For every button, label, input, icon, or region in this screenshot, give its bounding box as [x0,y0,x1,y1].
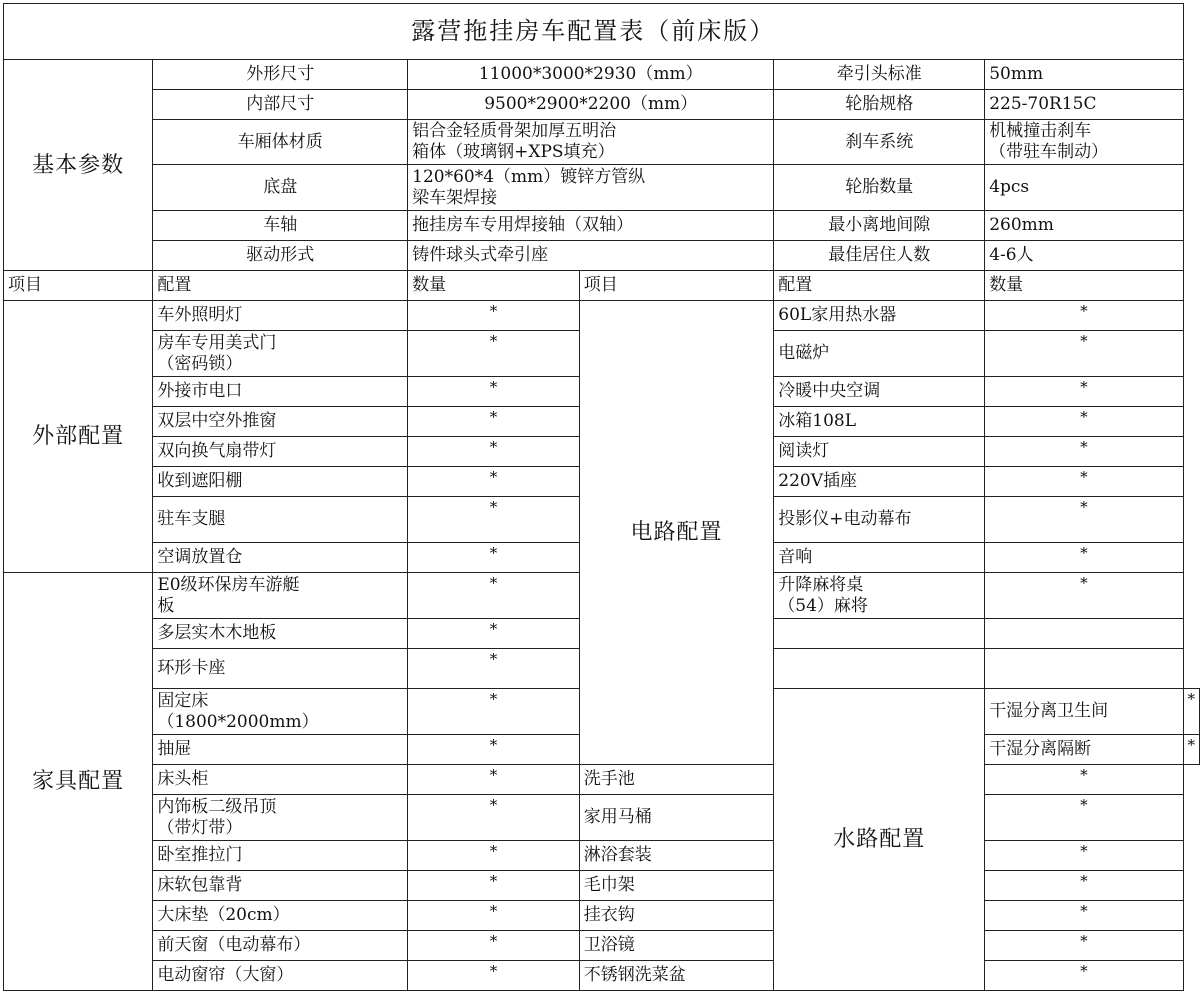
config-item: 大床垫（20cm） [153,901,408,931]
qty-mark: * [408,407,580,437]
param-label: 内部尺寸 [153,90,408,120]
config-item-line: （1800*2000mm） [157,711,319,732]
param-value: 11000*3000*2930（mm） [408,60,774,90]
config-item: 抽屉 [153,735,408,765]
qty-mark: * [1183,735,1200,765]
config-item: 阅读灯 [774,437,985,467]
qty-mark: * [985,901,1183,931]
config-item [153,573,408,619]
param-value: 拖挂房车专用焊接轴（双轴） [408,211,774,241]
param-value-line: 120*60*4（mm）镀锌方管纵 [412,166,646,187]
qty-mark: * [985,301,1183,331]
empty-cell [985,649,1183,689]
param-value: 50mm [985,60,1183,90]
qty-mark: * [985,765,1183,795]
param-value: 9500*2900*2200（mm） [408,90,774,120]
config-item: 投影仪+电动幕布 [774,497,985,543]
config-item: 前天窗（电动幕布） [153,931,408,961]
config-item: 干湿分离隔断 [985,735,1183,765]
config-item: 音响 [774,543,985,573]
param-label: 最小离地间隙 [774,211,985,241]
param-value-line: （带驻车制动） [989,142,1109,162]
qty-mark: * [408,961,580,991]
param-label: 底盘 [153,165,408,211]
config-item-line: E0级环保房车游艇 [157,574,300,595]
empty-cell [774,649,985,689]
param-label: 轮胎数量 [774,165,985,211]
config-item: 床软包靠背 [153,871,408,901]
param-value-line: 梁车架焊接 [412,187,498,208]
header-qty: 数量 [408,271,580,301]
config-item [153,331,408,377]
qty-mark: * [408,689,580,735]
header-config: 配置 [153,271,408,301]
param-value [408,165,774,211]
empty-cell [985,619,1183,649]
config-item: 多层实木木地板 [153,619,408,649]
config-item-line: （带灯带） [157,817,243,838]
config-item: 挂衣钩 [579,901,774,931]
qty-mark: * [1183,689,1200,735]
qty-mark: * [408,543,580,573]
config-item: 60L家用热水器 [774,301,985,331]
qty-mark: * [985,871,1183,901]
qty-mark: * [985,407,1183,437]
qty-mark: * [408,467,580,497]
section-basic-params: 基本参数 [4,60,153,271]
qty-mark: * [408,841,580,871]
config-item: 洗手池 [579,765,774,795]
qty-mark: * [408,377,580,407]
param-label: 驱动形式 [153,241,408,271]
qty-mark: * [408,497,580,543]
param-value-line: 机械撞击刹车 [989,121,1092,141]
qty-mark: * [985,467,1183,497]
config-item-line: （密码锁） [157,353,243,374]
qty-mark: * [985,841,1183,871]
config-item: 卫浴镜 [579,931,774,961]
config-item: 家用马桶 [579,795,774,841]
config-item: 外接市电口 [153,377,408,407]
config-item [153,795,408,841]
qty-mark: * [985,795,1183,841]
header-qty: 数量 [985,271,1183,301]
qty-mark: * [408,901,580,931]
qty-mark: * [985,377,1183,407]
qty-mark: * [985,573,1183,619]
header-config: 配置 [774,271,985,301]
config-item: 电磁炉 [774,331,985,377]
config-table [3,3,1200,991]
config-item: 淋浴套装 [579,841,774,871]
param-value: 铸件球头式牵引座 [408,241,774,271]
qty-mark: * [408,301,580,331]
header-item: 项目 [579,271,774,301]
param-value-line: 箱体（玻璃钢+XPS填充） [412,142,615,162]
config-item: 环形卡座 [153,649,408,689]
qty-mark: * [408,573,580,619]
qty-mark: * [408,765,580,795]
section-electric: 电路配置 [579,301,774,765]
qty-mark: * [408,437,580,467]
qty-mark: * [985,931,1183,961]
qty-mark: * [408,871,580,901]
config-item-line: （54）麻将 [778,595,868,616]
section-exterior: 外部配置 [4,301,153,573]
qty-mark: * [985,331,1183,377]
param-value: 260mm [985,211,1183,241]
param-value: 4pcs [985,165,1183,211]
config-item: 驻车支腿 [153,497,408,543]
qty-mark: * [985,437,1183,467]
qty-mark: * [408,649,580,689]
qty-mark: * [408,735,580,765]
config-item: 冰箱108L [774,407,985,437]
config-item [774,573,985,619]
config-item: 220V插座 [774,467,985,497]
config-item: 车外照明灯 [153,301,408,331]
qty-mark: * [985,497,1183,543]
qty-mark: * [985,961,1183,991]
config-item: 电动窗帘（大窗） [153,961,408,991]
qty-mark: * [408,331,580,377]
config-item: 空调放置仓 [153,543,408,573]
config-item [153,689,408,735]
config-item-line: 板 [157,595,175,616]
qty-mark: * [408,619,580,649]
empty-cell [774,619,985,649]
param-label: 牵引头标准 [774,60,985,90]
header-item: 项目 [4,271,153,301]
param-label: 车轴 [153,211,408,241]
config-item: 床头柜 [153,765,408,795]
config-item: 不锈钢洗菜盆 [579,961,774,991]
config-item: 卧室推拉门 [153,841,408,871]
param-label: 轮胎规格 [774,90,985,120]
qty-mark: * [985,543,1183,573]
qty-mark: * [408,795,580,841]
config-item: 双向换气扇带灯 [153,437,408,467]
param-label: 最佳居住人数 [774,241,985,271]
param-value [408,120,774,165]
param-label: 车厢体材质 [153,120,408,165]
config-item-line: 升降麻将桌 [778,574,864,595]
param-label: 刹车系统 [774,120,985,165]
param-value: 225-70R15C [985,90,1183,120]
config-item-line: 固定床 [157,690,209,711]
config-item: 冷暖中央空调 [774,377,985,407]
config-item-line: 内饰板二级吊顶 [157,796,277,817]
config-item-line: 房车专用美式门 [157,332,277,353]
page-title: 露营拖挂房车配置表（前床版） [4,4,1184,60]
param-value [985,120,1183,165]
param-value-line: 铝合金轻质骨架加厚五明治 [412,121,617,141]
param-value: 4-6人 [985,241,1183,271]
config-item: 毛巾架 [579,871,774,901]
section-water: 水路配置 [774,689,985,991]
config-item: 干湿分离卫生间 [985,689,1183,735]
qty-mark: * [408,931,580,961]
section-furniture: 家具配置 [4,573,153,991]
param-label: 外形尺寸 [153,60,408,90]
config-item: 双层中空外推窗 [153,407,408,437]
config-item: 收到遮阳棚 [153,467,408,497]
